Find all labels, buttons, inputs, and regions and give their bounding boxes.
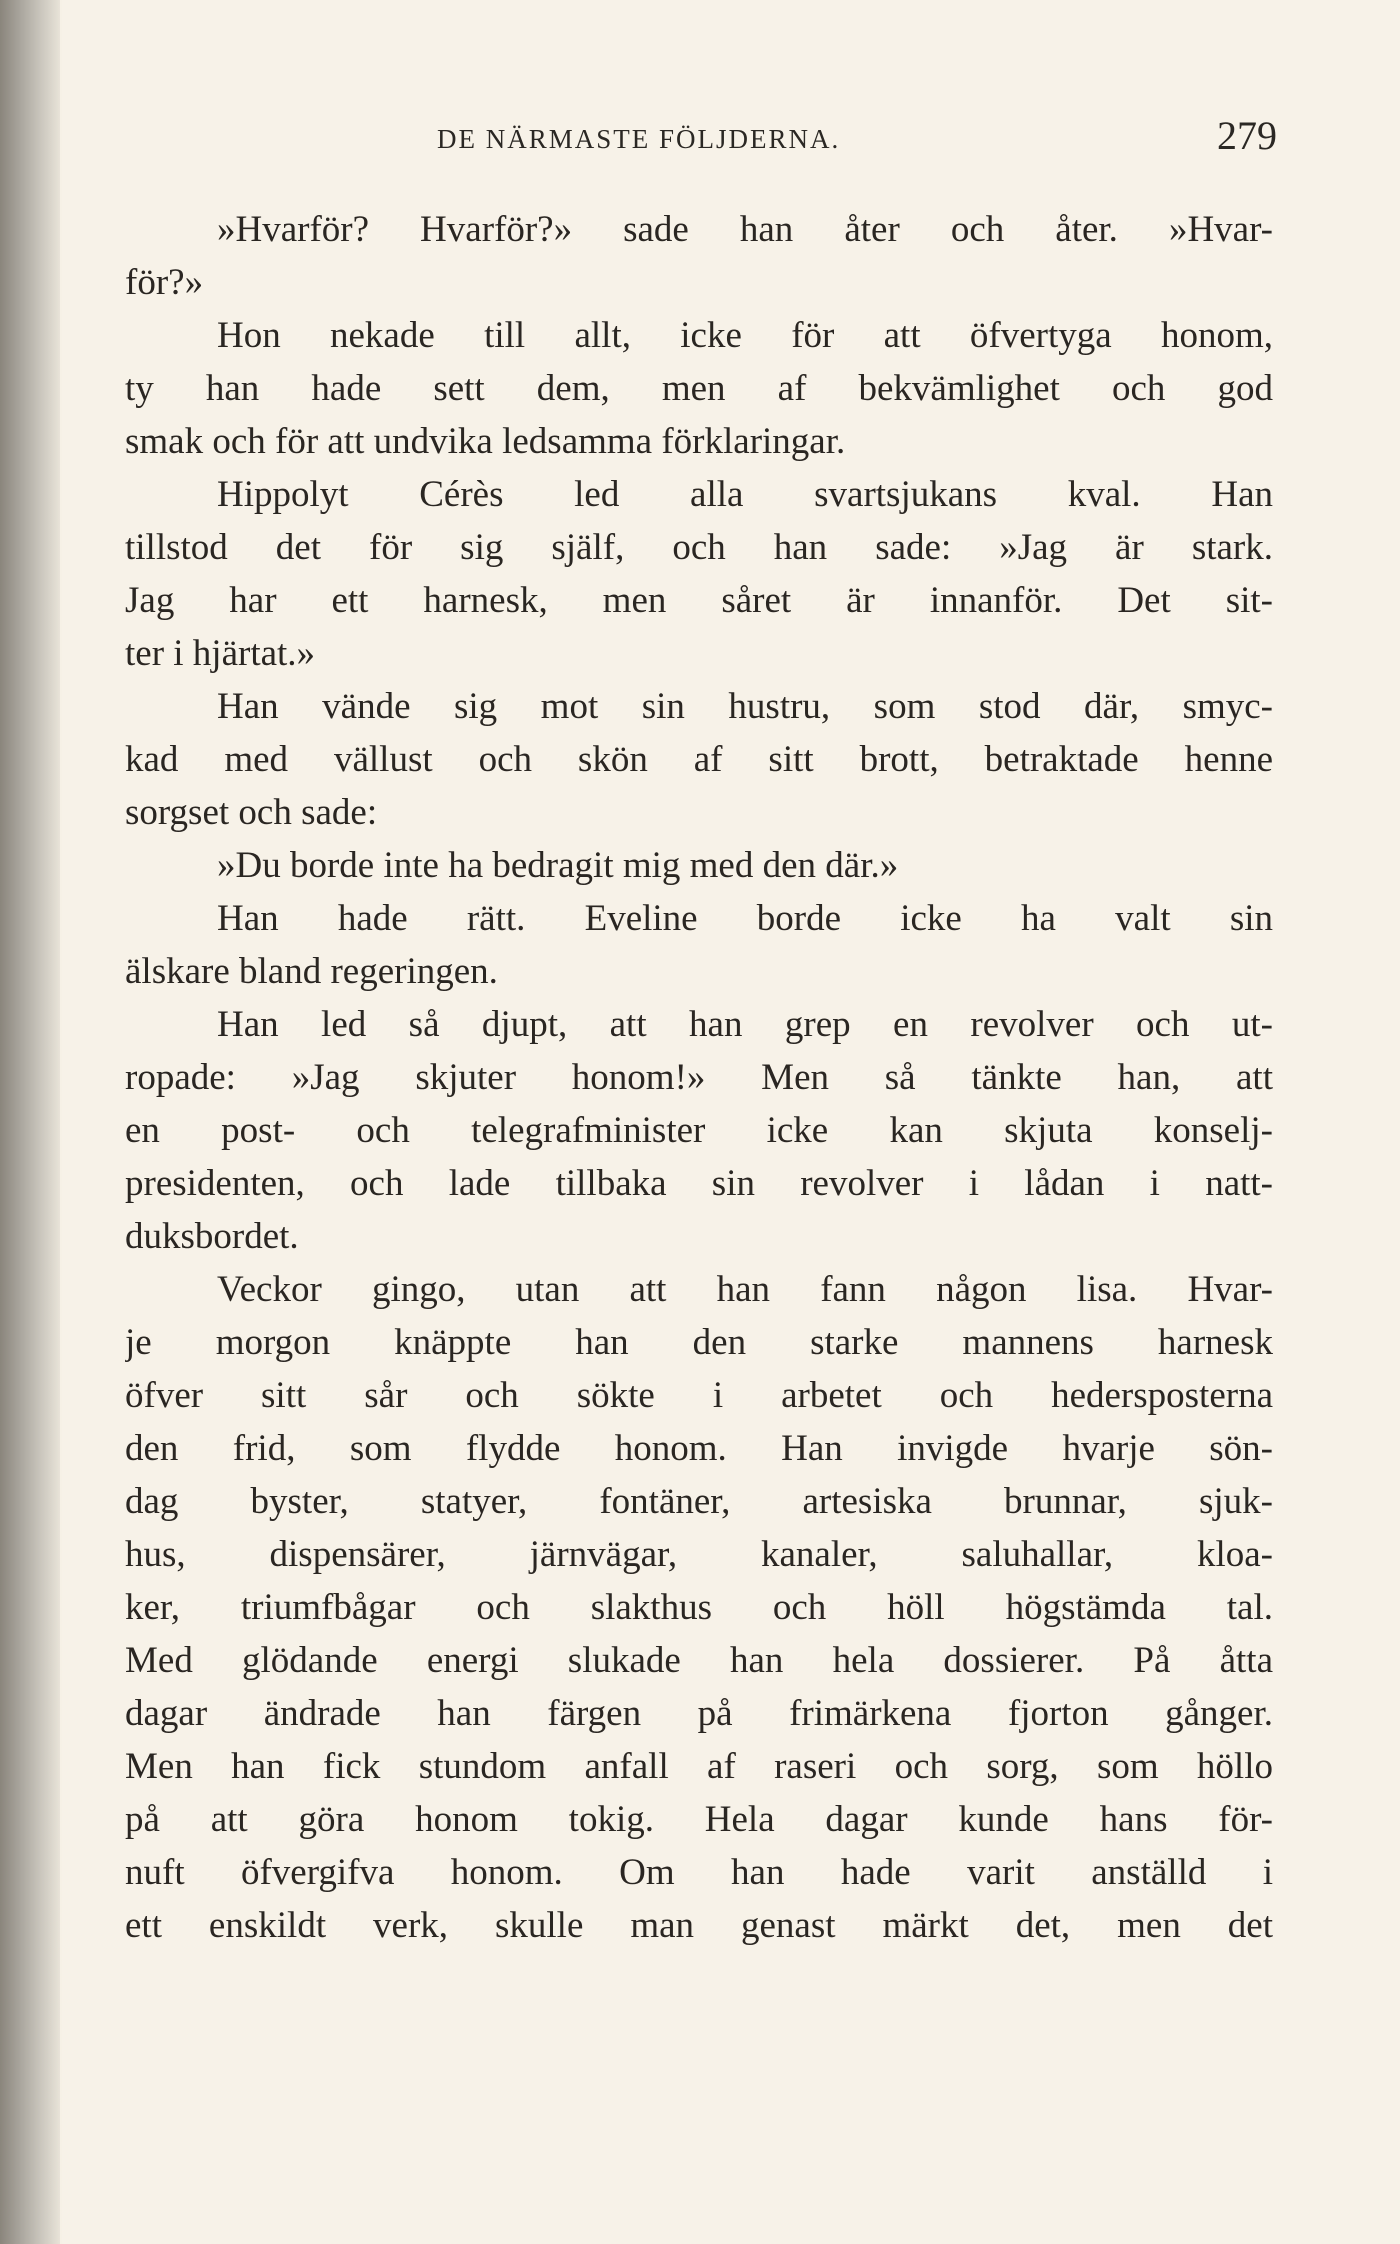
text-line: Han hade rätt. Eveline borde icke ha valt sin — [217, 898, 1273, 939]
text-line: dag byster, statyer, fontäner, artesiska brunnar, sjuk- — [125, 1481, 1273, 1522]
text-line: Han led så djupt, att han grep en revolver och ut- — [217, 1004, 1273, 1045]
text-line: den frid, som flydde honom. Han invigde hvarje sön- — [125, 1428, 1273, 1469]
text-line: Hippolyt Cérès led alla svartsjukans kval. Han — [217, 474, 1273, 515]
text-line: nuft öfvergifva honom. Om han hade varit anställd i — [125, 1852, 1273, 1893]
text-line: på att göra honom tokig. Hela dagar kunde hans för- — [125, 1799, 1273, 1840]
text-line: ker, triumfbågar och slakthus och höll högstämda tal. — [125, 1587, 1273, 1628]
text-line: sorgset och sade: — [125, 792, 378, 833]
text-line: je morgon knäppte han den starke mannens harnesk — [125, 1322, 1273, 1363]
text-line: ty han hade sett dem, men af bekvämlighet och god — [125, 368, 1273, 409]
text-line: tillstod det för sig själf, och han sade: »Jag är stark. — [125, 527, 1273, 568]
running-title: DE NÄRMASTE FÖLJDERNA. — [437, 124, 841, 154]
text-line: en post- och telegrafminister icke kan skjuta konselj- — [125, 1110, 1273, 1151]
page-header — [437, 112, 1277, 162]
text-line: för?» — [125, 262, 204, 303]
text-line: smak och för att undvika ledsamma förklaringar. — [125, 421, 846, 462]
text-line: duksbordet. — [125, 1216, 299, 1257]
text-line: öfver sitt sår och sökte i arbetet och hedersposterna — [125, 1375, 1273, 1416]
page-number: 279 — [1217, 113, 1277, 158]
body-text — [125, 203, 1273, 1952]
text-line: älskare bland regeringen. — [125, 951, 498, 992]
text-line: Hon nekade till allt, icke för att öfvertyga honom, — [217, 315, 1273, 356]
text-line: presidenten, och lade tillbaka sin revolver i lådan i natt- — [125, 1163, 1273, 1204]
text-line: »Du borde inte ha bedragit mig med den där.» — [217, 845, 899, 886]
text-line: ter i hjärtat.» — [125, 633, 316, 674]
text-line: Veckor gingo, utan att han fann någon lisa. Hvar- — [217, 1269, 1273, 1310]
text-line: dagar ändrade han färgen på frimärkena fjorton gånger. — [125, 1693, 1273, 1734]
text-line: kad med vällust och skön af sitt brott, betraktade henne — [125, 739, 1273, 780]
text-line: Jag har ett harnesk, men såret är innanför. Det sit- — [125, 580, 1273, 621]
text-line: Han vände sig mot sin hustru, som stod där, smyc- — [217, 686, 1273, 727]
book-page — [62, 0, 1400, 2244]
book-gutter-shadow — [0, 0, 60, 2244]
text-line: ropade: »Jag skjuter honom!» Men så tänkte han, att — [125, 1057, 1273, 1098]
text-line: ett enskildt verk, skulle man genast märkt det, men det — [125, 1905, 1273, 1946]
text-line: Med glödande energi slukade han hela dossierer. På åtta — [125, 1640, 1273, 1681]
text-line: hus, dispensärer, järnvägar, kanaler, saluhallar, kloa- — [125, 1534, 1273, 1575]
text-line: Men han fick stundom anfall af raseri och sorg, som höllo — [125, 1746, 1273, 1787]
text-line: »Hvarför? Hvarför?» sade han åter och åter. »Hvar- — [217, 209, 1273, 250]
